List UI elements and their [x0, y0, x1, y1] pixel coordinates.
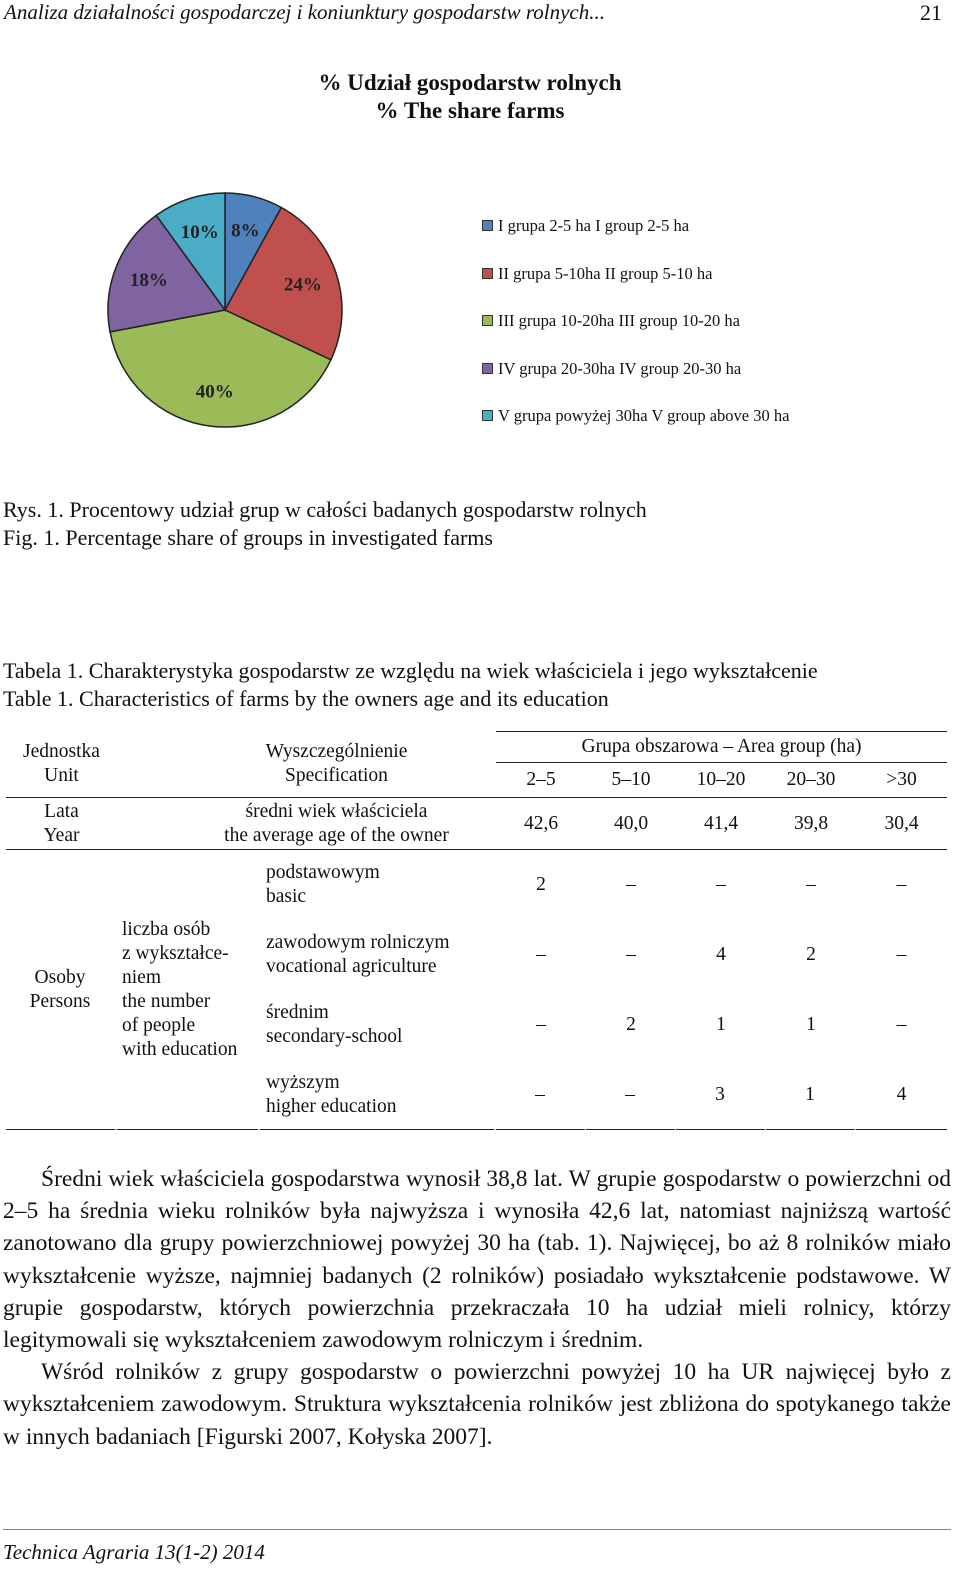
legend-label: IV grupa 20-30ha IV group 20-30 ha	[498, 358, 742, 378]
edu-value: 1	[806, 1014, 816, 1035]
edu-value: –	[716, 874, 726, 895]
legend-swatch	[482, 363, 493, 374]
education-table	[6, 731, 947, 1130]
edu-value: –	[626, 874, 636, 895]
age-unit: Lata Year	[6, 798, 117, 850]
edu-value: –	[806, 874, 816, 895]
head-specification: Wyszczególnienie Specification	[117, 731, 496, 798]
legend-label: III grupa 10-20ha III group 10-20 ha	[498, 311, 740, 330]
figure-caption-en: Fig. 1. Percentage share of groups in investigated farms	[3, 525, 493, 550]
legend-swatch	[482, 410, 493, 421]
edu-value: 4	[716, 944, 726, 965]
group-10-20: 10–20	[676, 762, 766, 798]
age-spec: średni wiek właściciela the average age of the owner	[117, 798, 496, 850]
legend-item-group-ii	[482, 264, 789, 312]
legend-swatch	[482, 268, 493, 279]
legend-item-group-iii	[482, 311, 789, 359]
edu-value: 1	[716, 1014, 726, 1035]
edu-label-higher: wyższym higher education	[260, 1060, 496, 1130]
legend-label: I grupa 2-5 ha I group 2-5 ha	[498, 216, 690, 235]
edu-value: –	[586, 1060, 676, 1130]
head-unit: Jednostka Unit	[6, 731, 117, 798]
legend-label: V grupa powyżej 30ha V group above 30 ha	[498, 406, 790, 425]
group-5-10: 5–10	[586, 762, 676, 798]
pie-label-group-iv: 18%	[129, 269, 168, 291]
edu-value: –	[496, 1060, 586, 1130]
pie-label-group-i: 8%	[231, 220, 260, 242]
running-title: Analiza działalności gospodarczej i koniunktury gospodarstw rolnych...	[4, 0, 606, 24]
table-caption-en: Table 1. Characteristics of farms by the owners age and its education	[3, 686, 609, 711]
age-value: 41,4	[676, 798, 766, 850]
body-paragraph-1: Średni wiek właściciela gospodarstwa wynosił 38,8 lat. W grupie gospodarstw o powierzchni od 2–5 ha średnia wieku rolników była najwyższa i wynosiła 42,6 lat, natomiast najniższą wartość zanotowano dla grupy powierzchniowej powyżej 30 ha (tab. 1). Najwięcej, bo aż 8 rolników miało wykształcenie wyższe, najmniej badanych (2 rolników) posiadało wykształcenie podstawowe. W grupie gospodarstw, których powierzchnia przekraczała 10 ha udział mieli rolnicy, którzy legitymowali się wykształceniem zawodowym rolniczym i średnim.	[3, 1166, 951, 1354]
edu-value: –	[536, 1014, 546, 1035]
figure-caption-pl: Rys. 1. Procentowy udział grup w całości badanych gospodarstw rolnych	[3, 497, 647, 522]
persons-unit: Osoby Persons	[6, 850, 117, 1130]
body-text	[3, 1163, 951, 1453]
legend-label: II grupa 5-10ha II group 5-10 ha	[498, 263, 713, 283]
pie-label-group-ii: 24%	[283, 274, 322, 296]
persons-spec: liczba osób z wykształce- niem the number of people with education	[117, 850, 260, 1130]
head-area-group: Grupa obszarowa – Area group (ha)	[496, 731, 947, 762]
page-number: 21	[920, 0, 942, 25]
legend-item-group-v	[482, 406, 789, 454]
body-paragraph-2: Wśród rolników z grupy gospodarstw o powierzchni powyżej 10 ha UR najwięcej było z wykształceniem zawodowym. Struktura wykształcenia rolników jest zbliżona do spotykanego także w innych badaniach [Figurski 2007, Kołyska 2007].	[3, 1359, 951, 1450]
legend-swatch	[482, 220, 493, 231]
chart-legend	[482, 216, 789, 454]
table-caption-pl: Tabela 1. Charakterystyka gospodarstw ze względu na wiek właściciela i jego wykształcenie	[3, 658, 818, 683]
group-20-30: 20–30	[766, 762, 856, 798]
edu-value: –	[896, 874, 907, 895]
edu-value: 2	[806, 944, 816, 965]
edu-label-vocational: zawodowym rolniczym vocational agriculture	[266, 932, 450, 977]
journal-footer: Technica Agraria 13(1-2) 2014	[3, 1540, 265, 1564]
edu-value: –	[536, 944, 546, 965]
group-above-30: >30	[856, 762, 947, 798]
legend-item-group-iv	[482, 359, 789, 407]
edu-value: 2	[626, 1014, 636, 1035]
edu-value: 4	[856, 1060, 947, 1130]
age-value: 30,4	[856, 798, 947, 850]
edu-value: 3	[676, 1060, 766, 1130]
edu-label-secondary: średnim secondary-school	[266, 1002, 403, 1047]
pie-label-group-iii: 40%	[195, 381, 234, 403]
age-value: 42,6	[496, 798, 586, 850]
edu-value: 1	[766, 1060, 856, 1130]
edu-value: –	[896, 944, 907, 965]
footer-rule	[3, 1529, 951, 1530]
pie-chart	[100, 185, 350, 435]
edu-value: 2	[536, 874, 546, 895]
edu-label-basic: podstawowym basic	[266, 862, 380, 907]
age-value: 40,0	[586, 798, 676, 850]
legend-item-group-i	[482, 216, 789, 264]
chart-title-pl: % Udział gospodarstw rolnych	[318, 70, 622, 95]
chart-title-en: % The share farms	[375, 98, 565, 123]
pie-label-group-v: 10%	[180, 222, 219, 244]
age-value: 39,8	[766, 798, 856, 850]
group-2-5: 2–5	[496, 762, 586, 798]
edu-value: –	[896, 1014, 907, 1035]
legend-swatch	[482, 315, 493, 326]
edu-value: –	[626, 944, 636, 965]
